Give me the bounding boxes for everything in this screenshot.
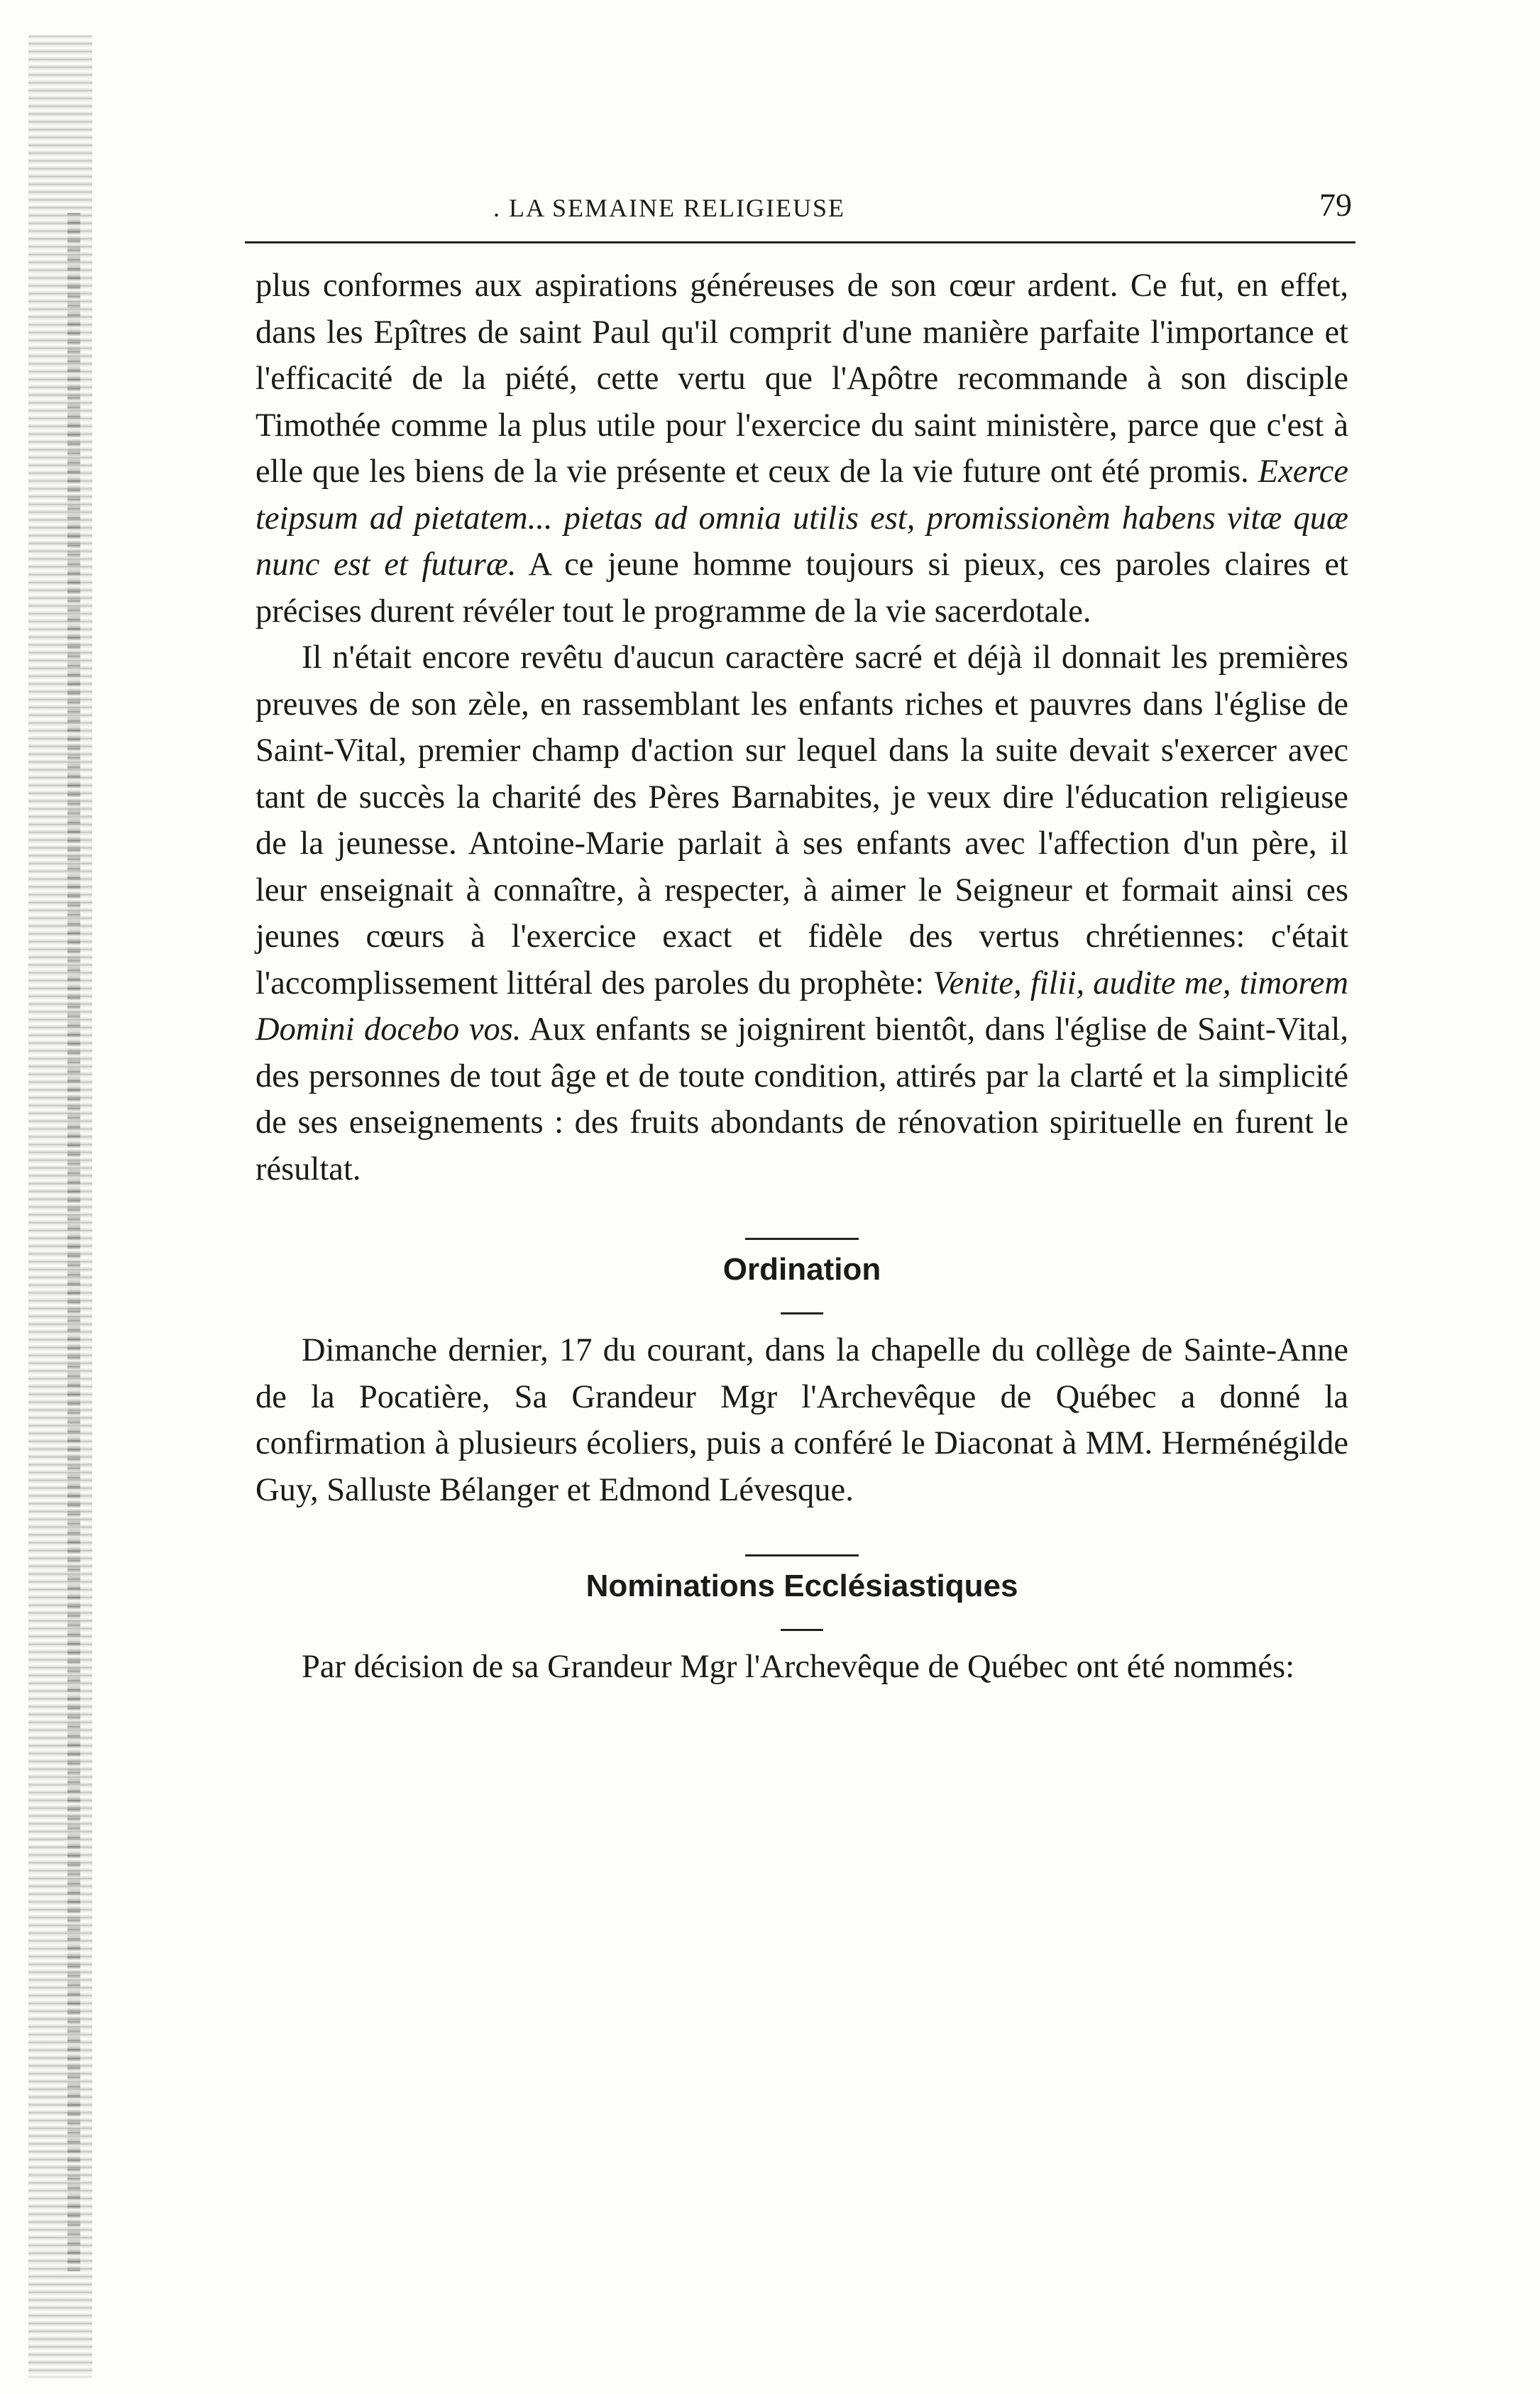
page-header bbox=[259, 186, 1352, 236]
paragraph-nominations: Par décision de sa Grandeur Mgr l'Archevêque de Québec ont été nommés: bbox=[302, 1649, 1295, 1685]
binding-edge-shadow bbox=[28, 35, 92, 2378]
section-title-ordination: Ordination bbox=[722, 1252, 881, 1287]
running-title: . LA SEMAINE RELIGIEUSE bbox=[493, 194, 845, 222]
paragraph-zele bbox=[255, 635, 1348, 1192]
text-run: plus conformes aux aspirations généreuses de son cœur ardent. Ce fut, en effet, dans les Epîtres de saint Paul qu'il comprit d'une manière parfaite l'importance et l'efficacité de la piété, cette vertu que l'Apôtre recommande à son disciple Timothée comme la plus utile pour l'exercice du saint ministère, parce que c'est à elle que les biens de la vie présente et ceux de la vie future ont été promis. bbox=[255, 268, 1348, 490]
section-title-nominations: Nominations Ecclésiastiques bbox=[585, 1569, 1018, 1603]
binding-edge-stitching bbox=[67, 213, 80, 2271]
text-run: Il n'était encore revêtu d'aucun caractère sacré et déjà il donnait les premières preuves de son zèle, en rassemblant les enfants riches et pauvres dans l'église de Saint-Vital, premier champ d'action sur lequel dans la suite devait s'exercer avec tant de succès la charité des Pères Barnabites, je veux dire l'éducation religieuse de la jeunesse. Antoine-Marie parlait à ses enfants avec l'affection d'un père, il leur enseignait à connaître, à respecter, à aimer le Seigneur et formait ainsi ces jeunes cœurs à l'exercice exact et fidèle des vertus chrétiennes: c'était l'accomplissement littéral des paroles du prophète: bbox=[255, 639, 1348, 1001]
text-run: A ce jeune homme toujours si pieux, ces paroles claires et précises durent révéler tout le programme de la vie sacerdotale. bbox=[255, 547, 1348, 630]
header-rule bbox=[245, 241, 1355, 243]
page-number: 79 bbox=[1319, 187, 1352, 223]
paragraph-continuation bbox=[255, 263, 1348, 635]
text-run: Aux enfants se joignirent bientôt, dans l'église de Saint-Vital, des personnes de tout âge et de toute condition, attirés par la clarté et la simplicité de ses enseignements : des fruits abondants de rénovation spirituelle en furent le résultat. bbox=[255, 1011, 1348, 1187]
latin-quote: Exerce teipsum ad pietatem... pietas ad omnia utilis est, promissionèm habens vitæ quæ nunc est et futuræ. bbox=[255, 454, 1348, 583]
paragraph-ordination: Dimanche dernier, 17 du courant, dans la chapelle du collège de Sainte-Anne de la Pocatière, Sa Grandeur Mgr l'Archevêque de Québec a donné la confirmation à plusieurs écoliers, puis a conféré le Diaconat à MM. Herménégilde Guy, Salluste Bélanger et Edmond Lévesque. bbox=[255, 1332, 1348, 1508]
text-column bbox=[255, 263, 1348, 1691]
latin-quote: Venite, filii, audite me, timorem Domini docebo vos. bbox=[255, 965, 1348, 1048]
